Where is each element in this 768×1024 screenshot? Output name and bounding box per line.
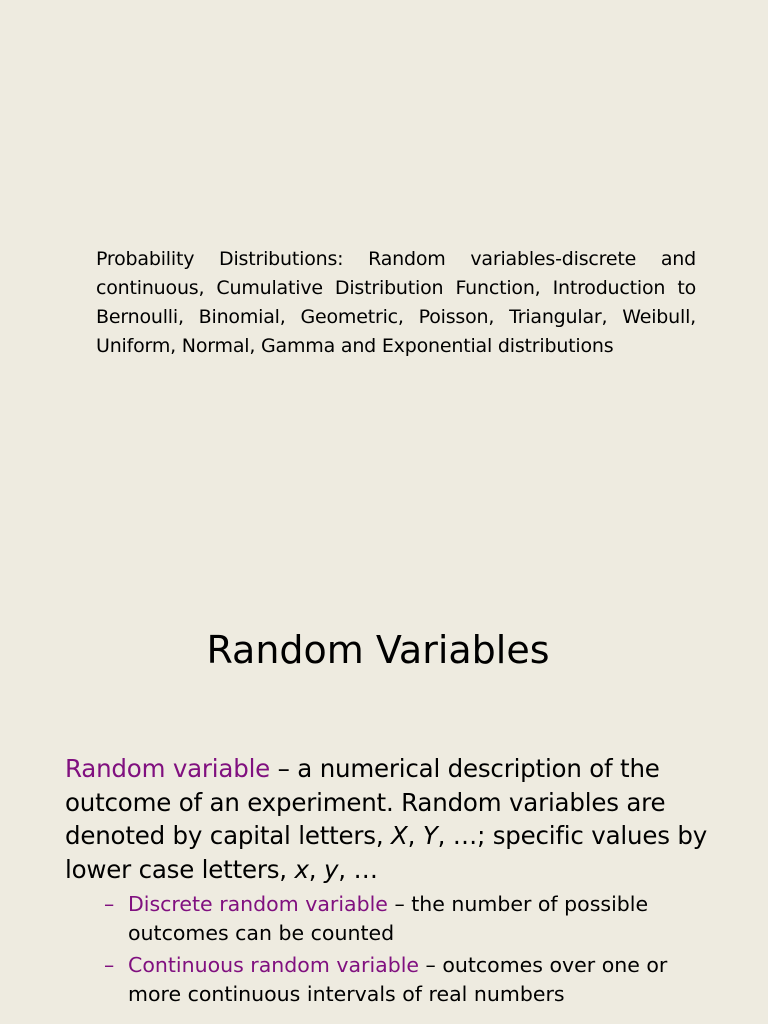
definition-text-b: , …; specific values by lower case letters, bbox=[65, 821, 707, 884]
bullet-text bbox=[104, 951, 724, 1008]
var-Y: Y bbox=[422, 821, 438, 850]
bullet-term: Continuous random variable bbox=[128, 953, 420, 977]
definition-comma-1: , bbox=[407, 821, 423, 850]
definition-text-a: – a numerical description of the outcome of an experiment. Random variables are denoted by capital letters, bbox=[65, 754, 666, 850]
definition-comma-2: , bbox=[308, 854, 324, 884]
bullet-discrete bbox=[104, 890, 724, 947]
bullet-description: – the number of possible outcomes can be counted bbox=[128, 892, 649, 945]
slide-title: Random Variables bbox=[206, 628, 550, 672]
definition-term: Random variable bbox=[65, 754, 271, 783]
bullet-dash: – bbox=[104, 892, 115, 916]
intro-paragraph: Probability Distributions: Random variables-discrete and continuous, Cumulative Distribution Function, Introduction to Bernoulli, Binomial, Geometric, Poisson, Triangular, Weibull, Uniform, Normal, Gamma and Exponential distributions bbox=[96, 248, 696, 357]
definition-text-c: , … bbox=[338, 854, 378, 884]
bullet-text bbox=[104, 890, 724, 947]
var-y: y bbox=[323, 854, 339, 884]
definition-paragraph bbox=[65, 752, 725, 886]
var-x: x bbox=[294, 854, 309, 884]
bullet-description: – outcomes over one or more continuous intervals of real numbers bbox=[128, 953, 668, 1006]
var-X: X bbox=[391, 821, 408, 850]
bullet-term: Discrete random variable bbox=[128, 892, 388, 916]
bullet-dash: – bbox=[104, 953, 115, 977]
bullet-continuous bbox=[104, 951, 724, 1008]
